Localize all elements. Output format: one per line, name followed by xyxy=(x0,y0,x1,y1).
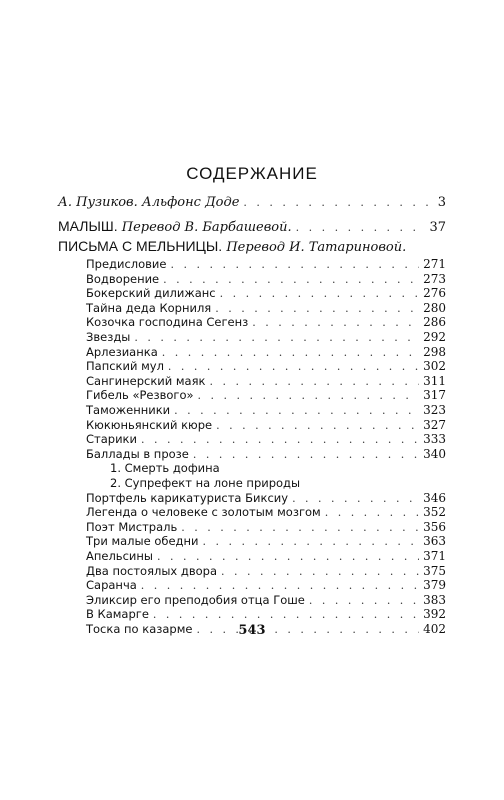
toc-subentry: Гибель «Резвого» . . . 317 xyxy=(86,386,446,405)
dot-leader xyxy=(243,194,433,212)
toc-subentry: Саранча . . . 379 xyxy=(86,576,446,595)
toc-subentry: Баллады в прозе . . . 340 xyxy=(86,445,446,464)
toc-subentry: Три малые обедни . . . 363 xyxy=(86,532,446,551)
toc-subentry: Таможенники . . . 323 xyxy=(86,401,446,420)
toc-section-letters xyxy=(58,238,406,255)
toc-subentry: Старики . . . 333 xyxy=(86,430,446,449)
toc-subentry: Арлезианка . . . 298 xyxy=(86,343,446,362)
toc-subentry: Тайна деда Корниля . . . 280 xyxy=(86,299,446,318)
toc-subentry: Предисловие . . . 271 xyxy=(86,255,446,274)
toc-entry-author: А. Пузиков. xyxy=(58,195,138,210)
toc-entry-page: 3 xyxy=(437,195,446,210)
toc-subentry: Кюкюньянский кюре . . . 327 xyxy=(86,416,446,435)
toc-entry-label: МАЛЫШ. xyxy=(58,218,118,234)
toc-subentry: Бокерский дилижанс . . . 276 xyxy=(86,284,446,303)
toc-entry-label: Альфонс Доде xyxy=(141,195,240,210)
toc-entry-page: 37 xyxy=(429,220,446,235)
toc-subsubentry: 1. Смерть дофина xyxy=(110,461,220,476)
page-title: СОДЕРЖАНИЕ xyxy=(186,164,318,183)
toc-subentry: Папский мул . . . 302 xyxy=(86,357,446,376)
toc-subentry: Звезды . . . 292 xyxy=(86,328,446,347)
toc-subentry: Два постоялых двора . . . 375 xyxy=(86,562,446,581)
toc-subentry: Легенда о человеке с золотым мозгом . . . 352 xyxy=(86,503,446,522)
toc-subentry: Поэт Мистраль . . . 356 xyxy=(86,518,446,537)
dot-leader xyxy=(296,219,426,237)
toc-entry-intro xyxy=(58,194,446,212)
toc-subentry: Апельсины . . . 371 xyxy=(86,547,446,566)
toc-entry-malysh xyxy=(58,217,446,237)
toc-section-title: ПИСЬМА С МЕЛЬНИЦЫ. xyxy=(58,238,223,254)
toc-subentry: Сангинерский маяк . . . 311 xyxy=(86,372,446,391)
toc-subentry: Козочка господина Сегенз . . . 286 xyxy=(86,313,446,332)
page-number: 543 xyxy=(238,623,266,638)
toc-subentry: Портфель карикатуриста Биксиу . . . 346 xyxy=(86,489,446,508)
toc-subentry: Эликсир его преподобия отца Гоше . . . 383 xyxy=(86,591,446,610)
toc-entry-translator: Перевод В. Барбашевой. xyxy=(121,220,292,235)
toc-subentry: В Камарге . . . 392 xyxy=(86,605,446,624)
toc-subsubentry: 2. Супрефект на лоне природы xyxy=(110,476,301,490)
toc-subentry: Водворение . . . 273 xyxy=(86,270,446,289)
toc-subentry: Тоска по казарме . . . 402 xyxy=(86,620,446,639)
toc-section-translator: Перевод И. Татариновой. xyxy=(226,240,407,255)
